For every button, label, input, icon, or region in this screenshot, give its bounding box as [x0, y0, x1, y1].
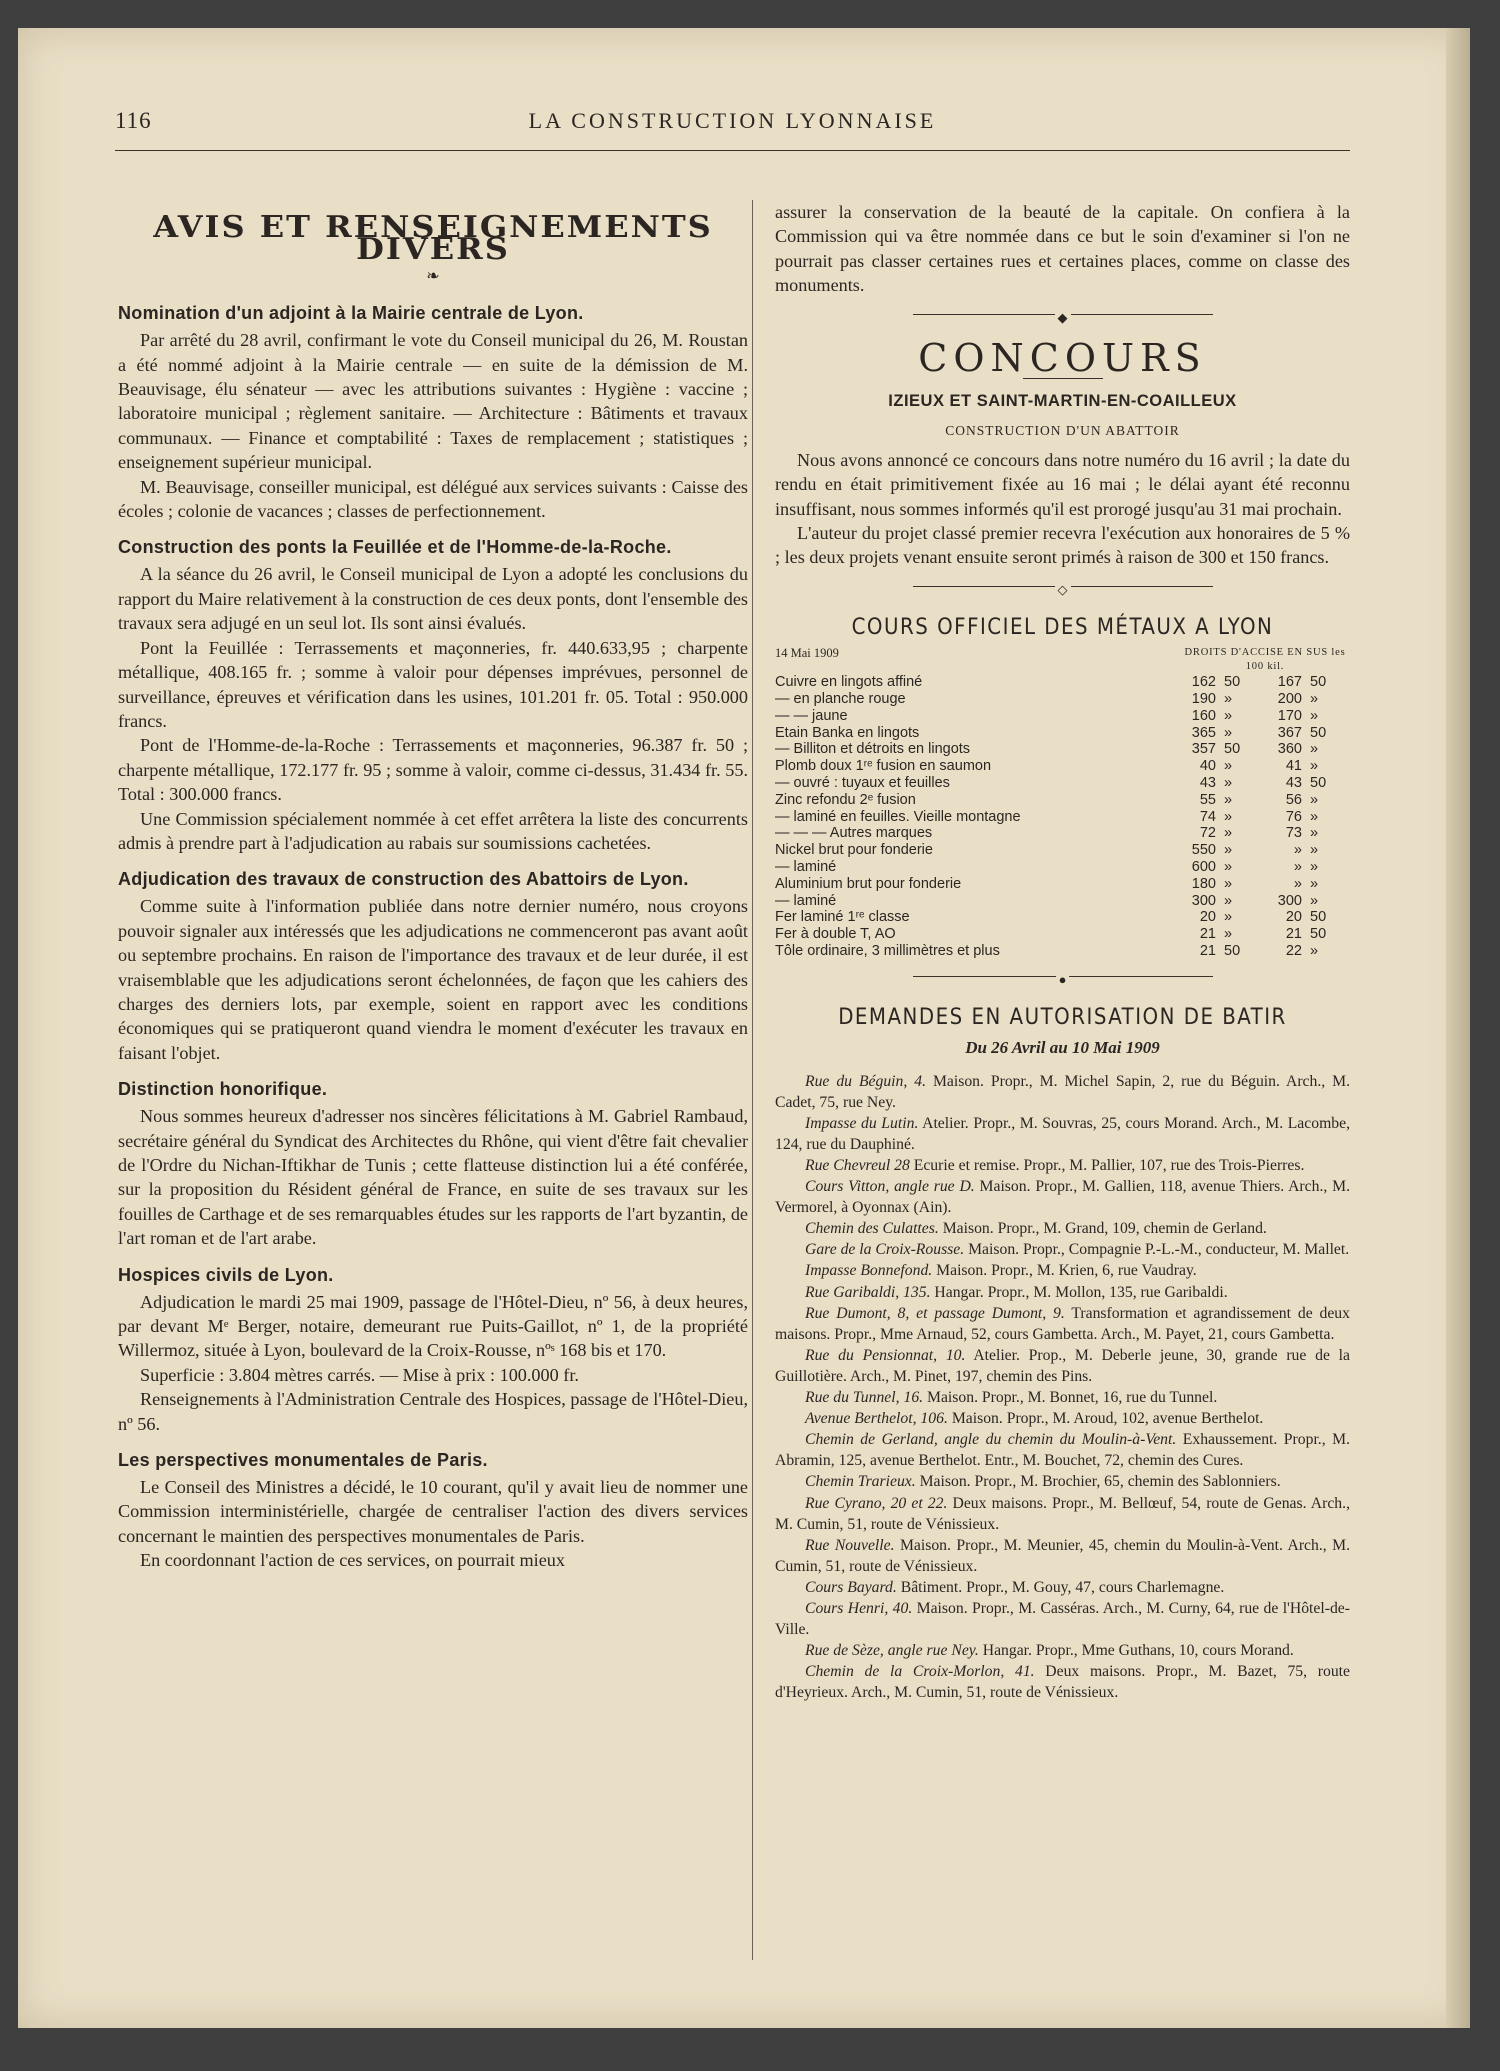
- metals-row: [775, 893, 1350, 910]
- permit-details: Maison. Propr., M. Krien, 6, rue Vaudray.: [932, 1262, 1197, 1280]
- price-max-fraction: »: [1310, 707, 1319, 724]
- paragraph: A la séance du 26 avril, le Conseil municipal de Lyon a adopté les conclusions du rapport du Maire relativement à la construction de ces deux ponts, dont l'ensemble des travaux sera adjugé en un seul lot. Ils sont ainsi évalués.: [118, 564, 748, 634]
- permit-entry: [775, 1661, 1350, 1703]
- page-header: [115, 108, 1350, 142]
- permit-entry: [775, 1493, 1350, 1535]
- permit-entry: [775, 1303, 1350, 1345]
- permit-details: Transformation et agrandissement de deux maisons. Propr., Mme Arnaud, 52, cours Gambetta. Arch., M. Payet, 21, cours Gambetta.: [775, 1304, 1350, 1343]
- metals-row: [775, 674, 1350, 691]
- metals-row: [775, 809, 1350, 826]
- metal-name: — Billiton et détroits en lingots: [775, 741, 971, 758]
- price-min-fraction: 50: [1224, 943, 1241, 960]
- permit-entry: [775, 1429, 1350, 1471]
- price-max-fraction: »: [1310, 791, 1319, 808]
- metals-row: [775, 909, 1350, 926]
- divider: [913, 970, 1213, 987]
- permit-place: Rue Garibaldi, 135.: [805, 1283, 931, 1301]
- price-min: 21: [1199, 926, 1216, 943]
- price-max: 200: [1277, 691, 1302, 708]
- permit-details: Maison. Propr., M. Brochier, 65, chemin des Sablonniers.: [915, 1473, 1281, 1491]
- metal-name: — laminé: [775, 859, 837, 876]
- permit-entry: [775, 1071, 1350, 1113]
- paragraph: Nous sommes heureux d'adresser nos sincères félicitations à M. Gabriel Rambaud, secrétaire général du Syndicat des Architectes du Rhône, qui vient d'être fait chevalier de l'Ordre du Nichan-Iftikhar de Tunis ; cette flatteuse distinction lui a été conférée, sur la proposition du Résident général de France, en suite de ses travaux sur les fouilles de Carthage et de ses remarquables études sur les rapports de l'art byzantin, de l'art roman et de l'art arabe.: [118, 1106, 748, 1249]
- metals-row: [775, 708, 1350, 725]
- price-max: 76: [1285, 808, 1302, 825]
- continued-paragraph: assurer la conservation de la beauté de la capitale. On confiera à la Commission qui va être nommée dans ce but le soin d'examiner si l'on ne pourrait pas classer certaines rues et certaines places, comme on classe des monuments.: [775, 202, 1350, 296]
- running-title: LA CONSTRUCTION LYONNAISE: [528, 108, 937, 133]
- permit-place: Cours Vitton, angle rue D.: [805, 1178, 975, 1196]
- permit-entry: [775, 1260, 1350, 1281]
- ornament-icon: ❧: [426, 267, 440, 285]
- metal-name: Fer à double T, AO: [775, 926, 896, 943]
- metals-date: 14 Mai 1909: [775, 646, 839, 661]
- price-min-fraction: »: [1224, 926, 1233, 943]
- permit-details: Maison. Propr., M. Meunier, 45, chemin du Moulin-à-Vent. Arch., M. Cumin, 51, route de Vénissieux.: [775, 1536, 1350, 1575]
- metals-row: [775, 691, 1350, 708]
- price-max-fraction: »: [1310, 741, 1319, 758]
- paragraph: Pont de l'Homme-de-la-Roche : Terrassements et maçonneries, 96.387 fr. 50 ; charpente métallique, 172.177 fr. 95 ; somme à valoir, comme ci-dessus, 31.434 fr. 55. Total : 300.000 francs.: [118, 735, 748, 805]
- permit-entry: [775, 1239, 1350, 1260]
- metal-name: Nickel brut pour fonderie: [775, 842, 933, 859]
- price-min-fraction: »: [1224, 825, 1233, 842]
- avis-title: AVIS ET RENSEIGNEMENTS DIVERS: [153, 209, 713, 267]
- price-max-fraction: »: [1310, 808, 1319, 825]
- metals-title: COURS OFFICIEL DES MÉTAUX A LYON: [851, 614, 1274, 640]
- permits-date-range: Du 26 Avril au 10 Mai 1909: [965, 1038, 1160, 1058]
- permit-place: Rue Nouvelle.: [805, 1536, 895, 1554]
- price-max-fraction: 50: [1310, 909, 1327, 926]
- permit-place: Cours Henri, 40.: [805, 1599, 913, 1617]
- permit-place: Rue Cyrano, 20 et 22.: [805, 1494, 948, 1512]
- price-min: 190: [1191, 691, 1216, 708]
- divider-ornament-icon: ◆: [1055, 306, 1071, 330]
- price-min-fraction: »: [1224, 775, 1233, 792]
- price-max-fraction: »: [1310, 691, 1319, 708]
- left-column: [118, 200, 748, 1573]
- price-min: 55: [1199, 791, 1216, 808]
- permit-place: Rue de Sèze, angle rue Ney.: [805, 1642, 979, 1660]
- paragraph: Une Commission spécialement nommée à cet effet arrêtera la liste des concurrents admis à prendre part à l'adjudication au rabais sur soumissions cachetées.: [118, 808, 748, 853]
- permit-details: Maison. Propr., M. Aroud, 102, avenue Berthelot.: [947, 1410, 1264, 1428]
- metal-name: — laminé: [775, 892, 837, 909]
- metal-name: — — jaune: [775, 707, 848, 724]
- price-max-fraction: »: [1310, 825, 1319, 842]
- paragraph: Pont la Feuillée : Terrassements et maçonneries, fr. 440.633,95 ; charpente métallique, 408.165 fr. ; somme à valoir pour dépenses imprévues, personnel de surveillance, épreuves et vérification dans les usines, 101.201 fr. 05. Total : 950.000 francs.: [118, 637, 748, 731]
- section-heading: Nomination d'un adjoint à la Mairie centrale de Lyon.: [118, 303, 584, 324]
- metal-name: Zinc refondu 2ᵉ fusion: [775, 791, 916, 808]
- concours-subtitle: CONSTRUCTION D'UN ABATTOIR: [945, 423, 1180, 439]
- metal-name: Aluminium brut pour fonderie: [775, 875, 962, 892]
- permit-place: Impasse Bonnefond.: [805, 1262, 933, 1280]
- price-max-fraction: »: [1310, 875, 1319, 892]
- price-min: 180: [1191, 875, 1216, 892]
- metals-row: [775, 926, 1350, 943]
- section-heading: Distinction honorifique.: [118, 1079, 328, 1100]
- price-max: 73: [1285, 825, 1302, 842]
- price-min-fraction: 50: [1224, 741, 1241, 758]
- permit-details: Bâtiment. Propr., M. Gouy, 47, cours Charlemagne.: [896, 1578, 1225, 1596]
- permit-place: Chemin Trarieux.: [805, 1473, 916, 1491]
- price-max-fraction: »: [1310, 892, 1319, 909]
- price-max-fraction: »: [1310, 859, 1319, 876]
- divider: [913, 308, 1213, 325]
- price-min: 357: [1191, 741, 1216, 758]
- price-min: 43: [1199, 775, 1216, 792]
- price-min: 550: [1191, 842, 1216, 859]
- price-min: 20: [1199, 909, 1216, 926]
- paragraph: Superficie : 3.804 mètres carrés. — Mise à prix : 100.000 fr.: [140, 1364, 579, 1385]
- price-max: 167: [1277, 674, 1302, 691]
- price-max: 43: [1285, 775, 1302, 792]
- permit-entry: [775, 1598, 1350, 1640]
- permit-entry: [775, 1155, 1350, 1176]
- permit-details: Atelier. Propr., M. Souvras, 25, cours Morand. Arch., M. Lacombe, 124, rue du Dauphiné.: [775, 1114, 1351, 1153]
- divider-ornament-icon: ◇: [1055, 578, 1071, 602]
- price-min: 162: [1191, 674, 1216, 691]
- price-max-fraction: »: [1310, 943, 1319, 960]
- permit-details: Maison. Propr., M. Michel Sapin, 2, rue du Béguin. Arch., M. Cadet, 75, rue Ney.: [775, 1072, 1351, 1111]
- permit-entry: [775, 1113, 1350, 1155]
- permit-details: Hangar. Propr., M. Mollon, 135, rue Garibaldi.: [930, 1283, 1228, 1301]
- price-max-fraction: 50: [1310, 724, 1327, 741]
- metals-row: [775, 943, 1350, 960]
- metals-row: [775, 758, 1350, 775]
- permit-entry: [775, 1345, 1350, 1387]
- permits-title: DEMANDES EN AUTORISATION DE BATIR: [838, 1004, 1287, 1030]
- permit-details: Maison. Propr., M. Casséras. Arch., M. Curny, 64, rue de l'Hôtel-de-Ville.: [775, 1599, 1350, 1639]
- section-heading: Hospices civils de Lyon.: [118, 1264, 334, 1285]
- price-min: 74: [1199, 808, 1216, 825]
- permit-place: Avenue Berthelot, 106.: [805, 1410, 948, 1428]
- metals-row: [775, 792, 1350, 809]
- permit-place: Rue du Pensionnat, 10.: [805, 1346, 966, 1364]
- metals-row: [775, 825, 1350, 842]
- permit-place: Rue Chevreul 28: [805, 1157, 910, 1175]
- permit-details: Deux maisons. Propr., M. Bellœuf, 54, route de Genas. Arch., M. Cumin, 51, route de Vénissieux.: [775, 1494, 1350, 1533]
- price-max: 21: [1285, 926, 1302, 943]
- price-min: 365: [1191, 724, 1216, 741]
- section-heading: Adjudication des travaux de construction des Abattoirs de Lyon.: [118, 869, 689, 890]
- metals-row: [775, 741, 1350, 758]
- header-rule: [115, 150, 1350, 151]
- permit-place: Cours Bayard.: [805, 1578, 897, 1596]
- price-max: 41: [1285, 758, 1302, 775]
- permit-details: Hangar. Propr., Mme Guthans, 10, cours Morand.: [978, 1642, 1294, 1660]
- permit-entry: [775, 1471, 1350, 1492]
- price-min: 600: [1191, 859, 1216, 876]
- divider-ornament-icon: ●: [1056, 968, 1070, 992]
- metals-row: [775, 775, 1350, 792]
- permit-entry: [775, 1218, 1350, 1239]
- price-max: »: [1293, 875, 1302, 892]
- concours-subhead: IZIEUX ET SAINT-MARTIN-EN-COAILLEUX: [888, 392, 1237, 411]
- metal-name: Tôle ordinaire, 3 millimètres et plus: [775, 943, 1000, 960]
- right-column: [775, 200, 1350, 1703]
- price-min: 21: [1199, 943, 1216, 960]
- metals-date-header: [775, 646, 1350, 674]
- price-min-fraction: »: [1224, 859, 1233, 876]
- price-max-fraction: »: [1310, 758, 1319, 775]
- price-min-fraction: »: [1224, 758, 1233, 775]
- page-edge: [1446, 28, 1470, 2028]
- permit-details: Maison. Propr., Compagnie P.-L.-M., conducteur, M. Mallet.: [964, 1241, 1350, 1259]
- price-max-fraction: 50: [1310, 926, 1327, 943]
- price-max-fraction: 50: [1310, 674, 1327, 691]
- section-heading: Les perspectives monumentales de Paris.: [118, 1450, 488, 1471]
- permit-details: Maison. Propr., M. Grand, 109, chemin de Gerland.: [938, 1220, 1267, 1238]
- permit-details: Maison. Propr., M. Gallien, 118, avenue Thiers. Arch., M. Vermorel, à Oyonnax (Ain).: [775, 1178, 1350, 1217]
- permit-place: Chemin des Culattes.: [805, 1220, 939, 1238]
- metal-name: Fer laminé 1ʳᵉ classe: [775, 909, 910, 926]
- metal-name: Etain Banka en lingots: [775, 724, 920, 741]
- permit-place: Rue du Tunnel, 16.: [805, 1389, 924, 1407]
- price-max: 20: [1285, 909, 1302, 926]
- permit-details: Exhaussement. Propr., M. Abramin, 125, avenue Berthelot. Entr., M. Bouchet, 72, chemin des Cures.: [775, 1431, 1351, 1470]
- permit-entry: [775, 1535, 1350, 1577]
- metal-name: — en planche rouge: [775, 691, 906, 708]
- price-min-fraction: »: [1224, 808, 1233, 825]
- permit-details: Maison. Propr., M. Bonnet, 16, rue du Tunnel.: [923, 1389, 1218, 1407]
- permit-entry: [775, 1577, 1350, 1598]
- metal-name: — laminé en feuilles. Vieille montagne: [775, 808, 1021, 825]
- metals-row: [775, 876, 1350, 893]
- price-min: 300: [1191, 892, 1216, 909]
- concours-title: CONCOURS: [918, 335, 1207, 380]
- price-min-fraction: »: [1224, 909, 1233, 926]
- price-min-fraction: »: [1224, 892, 1233, 909]
- price-min-fraction: »: [1224, 707, 1233, 724]
- permit-entry: [775, 1282, 1350, 1303]
- price-max: 300: [1277, 892, 1302, 909]
- price-min-fraction: »: [1224, 691, 1233, 708]
- permits-list: [775, 1071, 1350, 1704]
- section-heading: Construction des ponts la Feuillée et de l'Homme-de-la-Roche.: [118, 537, 672, 558]
- metal-name: — — — Autres marques: [775, 825, 933, 842]
- metal-name: Cuivre en lingots affiné: [775, 674, 923, 691]
- metals-row: [775, 725, 1350, 742]
- metal-name: — ouvré : tuyaux et feuilles: [775, 775, 950, 792]
- paragraph: Comme suite à l'information publiée dans notre dernier numéro, nous croyons pouvoir signaler aux intéressés que les adjudications ne commenceront pas avant août ou septembre prochains. En raison de l'importance des travaux et de leur durée, il est vraisemblable que les adjudications seront échelonnées, de façon que les cahiers des charges des derniers lots, par exemple, soient en rapport avec les conditions économiques qui se pratiqueront quand viendra le moment d'exécuter les travaux en faisant l'objet.: [118, 896, 748, 1063]
- permit-place: Chemin de Gerland, angle du chemin du Moulin-à-Vent.: [805, 1431, 1177, 1449]
- price-max: »: [1293, 842, 1302, 859]
- permit-place: Rue du Béguin, 4.: [805, 1072, 927, 1090]
- metals-column-header: DROITS D'ACCISE EN SUS les 100 kil.: [1184, 647, 1346, 673]
- price-max: 360: [1277, 741, 1302, 758]
- price-max: 22: [1285, 943, 1302, 960]
- metal-name: Plomb doux 1ʳᵉ fusion en saumon: [775, 758, 992, 775]
- price-max: 367: [1277, 724, 1302, 741]
- price-min-fraction: »: [1224, 724, 1233, 741]
- price-min-fraction: »: [1224, 791, 1233, 808]
- paragraph: L'auteur du projet classé premier recevra l'exécution aux honoraires de 5 % ; les deux projets venant ensuite seront primés à raison de 300 et 150 francs.: [775, 523, 1350, 568]
- price-max: »: [1293, 859, 1302, 876]
- permit-details: Deux maisons. Propr., M. Bazet, 75, route d'Heyrieux. Arch., M. Cumin, 51, route de Vénissieux.: [775, 1663, 1351, 1702]
- permit-details: Atelier. Prop., M. Deberle jeune, 30, grande rue de la Guillotière. Arch., M. Pinet, 197, chemin des Pins.: [775, 1346, 1350, 1385]
- price-min-fraction: »: [1224, 842, 1233, 859]
- permit-entry: [775, 1387, 1350, 1408]
- paragraph: Le Conseil des Ministres a décidé, le 10 courant, qu'il y avait lieu de nommer une Commission interministérielle, chargée de centraliser l'action des divers services concernant le maintien des perspectives monumentales de Paris.: [118, 1477, 748, 1546]
- permit-entry: [775, 1176, 1350, 1218]
- permit-entry: [775, 1640, 1350, 1661]
- permit-details: Ecurie et remise. Propr., M. Pallier, 107, rue des Trois-Pierres.: [909, 1157, 1305, 1175]
- paragraph: Par arrêté du 28 avril, confirmant le vote du Conseil municipal du 26, M. Roustan a été nommé adjoint à la Mairie centrale — en suite de la démission de M. Beauvisage, élu sénateur — avec les attributions suivantes : Hygiène : vaccine ; laboratoire municipal ; règlement sanitaire. — Architecture : Bâtiments et travaux communaux. — Finance et comptabilité : Taxes de remplacement ; statistiques ; enseignement supérieur municipal.: [118, 330, 748, 473]
- price-min: 72: [1199, 825, 1216, 842]
- paragraph: Renseignements à l'Administration Centrale des Hospices, passage de l'Hôtel-Dieu, nº 56.: [118, 1389, 748, 1434]
- price-min: 40: [1199, 758, 1216, 775]
- price-min: 160: [1191, 707, 1216, 724]
- price-min-fraction: »: [1224, 875, 1233, 892]
- metals-table: [775, 674, 1350, 960]
- permit-place: Rue Dumont, 8, et passage Dumont, 9.: [805, 1304, 1065, 1322]
- paragraph: M. Beauvisage, conseiller municipal, est délégué aux services suivants : Caisse des écoles ; colonie de vacances ; classes de perfectionnement.: [118, 476, 748, 522]
- column-divider: [752, 200, 753, 1960]
- price-max-fraction: 50: [1310, 775, 1327, 792]
- permit-entry: [775, 1408, 1350, 1429]
- paragraph: En coordonnant l'action de ces services, on pourrait mieux: [140, 1550, 565, 1571]
- permit-place: Impasse du Lutin.: [805, 1114, 919, 1132]
- permit-place: Gare de la Croix-Rousse.: [805, 1241, 965, 1259]
- price-min-fraction: 50: [1224, 674, 1241, 691]
- metals-row: [775, 859, 1350, 876]
- price-max: 56: [1285, 791, 1302, 808]
- paragraph: Nous avons annoncé ce concours dans notre numéro du 16 avril ; la date du rendu en était primitivement fixée au 16 mai ; le délai ayant été reconnu insuffisant, nous sommes informés qu'il est prorogé jusqu'au 31 mai prochain.: [775, 449, 1350, 519]
- permit-place: Chemin de la Croix-Morlon, 41.: [805, 1663, 1035, 1681]
- divider: [913, 580, 1213, 597]
- price-max: 170: [1277, 707, 1302, 724]
- metals-row: [775, 842, 1350, 859]
- price-max-fraction: »: [1310, 842, 1319, 859]
- page-number: 116: [115, 108, 152, 133]
- paragraph: Adjudication le mardi 25 mai 1909, passage de l'Hôtel-Dieu, nº 56, à deux heures, par devant Mᵉ Berger, notaire, demeurant rue Puits-Gaillot, nº 1, de la propriété Willermoz, située à Lyon, boulevard de la Croix-Rousse, nºˢ 168 bis et 170.: [118, 1291, 748, 1361]
